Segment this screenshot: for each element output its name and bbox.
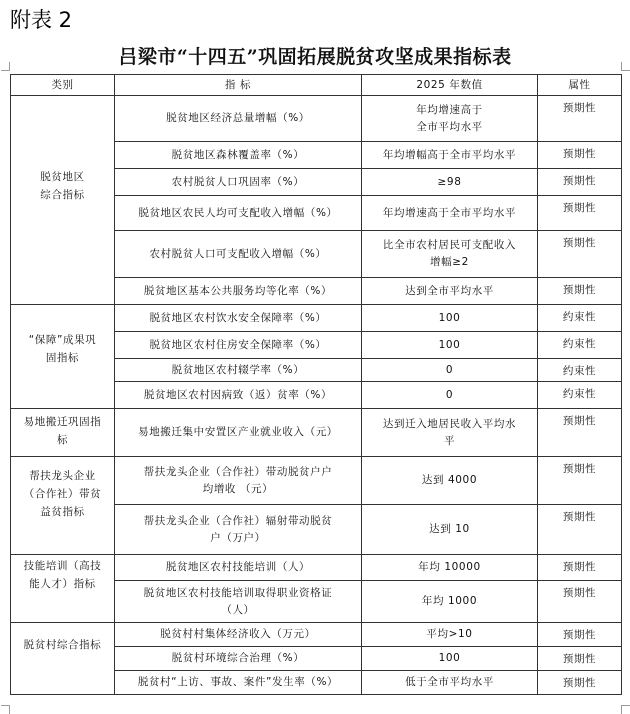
indicator-cell: 帮扶龙头企业（合作社）辐射带动脱贫 户（万户） — [115, 505, 362, 555]
property-cell: 预期性 — [538, 457, 622, 505]
indicator-cell: 脱贫村村集体经济收入（万元） — [115, 623, 362, 647]
indicator-cell: 脱贫地区农村因病致（返）贫率（%） — [115, 382, 362, 409]
category-cell: 脱贫村综合指标 — [11, 623, 115, 695]
table-row — [11, 305, 622, 332]
value-cell: 年均 1000 — [362, 581, 538, 623]
value-cell: 0 — [362, 359, 538, 382]
indicator-cell: 脱贫地区经济总量增幅（%） — [115, 96, 362, 142]
table-row — [11, 457, 622, 505]
value-cell: 平均>10 — [362, 623, 538, 647]
value-cell: 年均增幅高于全市平均水平 — [362, 142, 538, 169]
property-cell: 预期性 — [538, 623, 622, 647]
property-cell: 预期性 — [538, 169, 622, 196]
value-cell: 年均增速高于全市平均水平 — [362, 196, 538, 231]
indicator-cell: 易地搬迁集中安置区产业就业收入（元） — [115, 409, 362, 457]
value-cell: 100 — [362, 332, 538, 359]
value-cell: 年均增速高于 全市平均水平 — [362, 96, 538, 142]
property-cell: 预期性 — [538, 555, 622, 581]
property-cell: 约束性 — [538, 305, 622, 332]
property-cell: 约束性 — [538, 359, 622, 382]
indicator-cell: 脱贫地区农村辍学率（%） — [115, 359, 362, 382]
indicator-cell: 脱贫村环境综合治理（%） — [115, 647, 362, 671]
document-title: 吕梁市“十四五”巩固拓展脱贫攻坚成果指标表 — [118, 46, 512, 68]
value-cell: 达到 10 — [362, 505, 538, 555]
category-cell: 脱贫地区 综合指标 — [11, 96, 115, 305]
value-cell: 100 — [362, 305, 538, 332]
property-cell: 预期性 — [538, 142, 622, 169]
appendix-label: 附表 2 — [10, 8, 73, 32]
property-cell: 预期性 — [538, 278, 622, 305]
value-cell: 0 — [362, 382, 538, 409]
value-cell: 低于全市平均水平 — [362, 671, 538, 695]
table-row — [11, 409, 622, 457]
header-category: 类别 — [11, 75, 115, 96]
property-cell: 预期性 — [538, 196, 622, 231]
value-cell: ≥98 — [362, 169, 538, 196]
category-cell: 技能培训（高技 能人才）指标 — [11, 555, 115, 623]
value-cell: 达到全市平均水平 — [362, 278, 538, 305]
category-cell: 帮扶龙头企业 （合作社）带贫 益贫指标 — [11, 457, 115, 555]
property-cell: 约束性 — [538, 382, 622, 409]
value-cell: 达到 4000 — [362, 457, 538, 505]
crop-mark-bottom-right — [621, 705, 630, 714]
property-cell: 预期性 — [538, 231, 622, 278]
category-cell: 易地搬迁巩固指 标 — [11, 409, 115, 457]
indicator-cell: 脱贫地区森林覆盖率（%） — [115, 142, 362, 169]
crop-mark-top-right — [621, 62, 630, 71]
table-row — [11, 96, 622, 142]
property-cell: 预期性 — [538, 409, 622, 457]
table-header-row — [11, 75, 622, 96]
value-cell: 达到迁入地居民收入平均水 平 — [362, 409, 538, 457]
crop-mark-bottom-left — [1, 705, 10, 714]
value-cell: 100 — [362, 647, 538, 671]
indicator-cell: 帮扶龙头企业（合作社）带动脱贫户户 均增收 （元） — [115, 457, 362, 505]
property-cell: 约束性 — [538, 332, 622, 359]
property-cell: 预期性 — [538, 671, 622, 695]
category-cell: “保障”成果巩 固指标 — [11, 305, 115, 409]
value-cell: 比全市农村居民可支配收入 增幅≥2 — [362, 231, 538, 278]
table-row — [11, 623, 622, 647]
indicator-table — [10, 74, 622, 695]
indicator-cell: 脱贫地区基本公共服务均等化率（%） — [115, 278, 362, 305]
header-indicator: 指 标 — [115, 75, 362, 96]
crop-mark-top-left — [1, 62, 10, 71]
indicator-cell: 农村脱贫人口巩固率（%） — [115, 169, 362, 196]
indicator-cell: 脱贫地区农村饮水安全保障率（%） — [115, 305, 362, 332]
property-cell: 预期性 — [538, 96, 622, 142]
indicator-cell: 脱贫村“上访、事故、案件”发生率（%） — [115, 671, 362, 695]
indicator-cell: 农村脱贫人口可支配收入增幅（%） — [115, 231, 362, 278]
indicator-cell: 脱贫地区农民人均可支配收入增幅（%） — [115, 196, 362, 231]
header-value: 2025 年数值 — [362, 75, 538, 96]
value-cell: 年均 10000 — [362, 555, 538, 581]
property-cell: 预期性 — [538, 647, 622, 671]
property-cell: 预期性 — [538, 505, 622, 555]
indicator-cell: 脱贫地区农村技能培训（人） — [115, 555, 362, 581]
header-property: 属性 — [538, 75, 622, 96]
property-cell: 预期性 — [538, 581, 622, 623]
table-row — [11, 555, 622, 581]
indicator-cell: 脱贫地区农村技能培训取得职业资格证 （人） — [115, 581, 362, 623]
indicator-cell: 脱贫地区农村住房安全保障率（%） — [115, 332, 362, 359]
